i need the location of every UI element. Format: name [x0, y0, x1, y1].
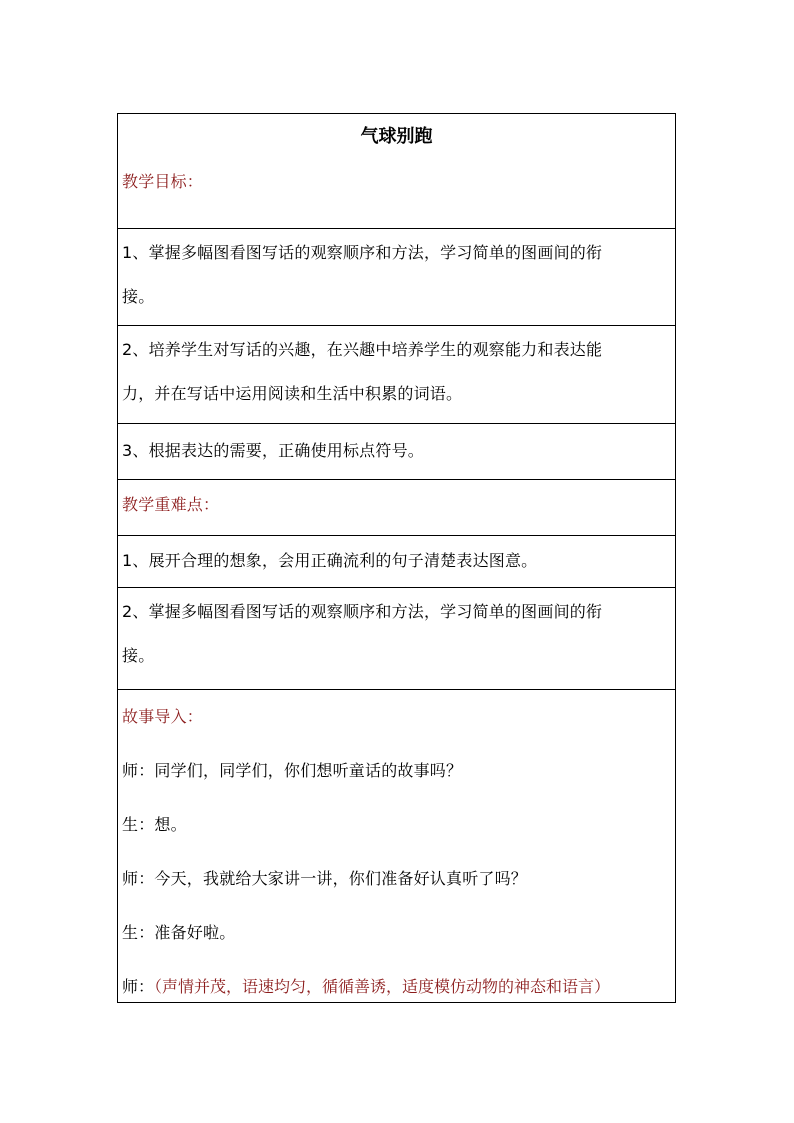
title-cell: [118, 114, 675, 229]
keypoints-heading-cell: [118, 480, 675, 536]
goal-2-line-1: 2、培养学生对写话的兴趣，在兴趣中培养学生的观察能力和表达能: [122, 340, 603, 359]
dialogue-line: [122, 744, 675, 798]
dialogue-text: 准备好啦。: [154, 923, 236, 942]
story-cell: [118, 690, 675, 1004]
goal-2-line-2: 力，并在写话中运用阅读和生活中积累的词语。: [122, 384, 463, 403]
dialogue-speaker: 师：: [122, 869, 155, 888]
dialogue-speaker: 生：: [122, 923, 155, 942]
dialogue-text: 今天，我就给大家讲一讲，你们准备好认真听了吗？: [154, 869, 528, 888]
dialogue-text: 想。: [154, 815, 187, 834]
keypoint-item-1: [118, 536, 675, 588]
dialogue-speaker: 师：: [122, 977, 155, 996]
goals-heading: 教学目标：: [122, 172, 204, 191]
dialogue-line: [122, 906, 675, 960]
keypoint-2-line-1: 2、掌握多幅图看图写话的观察顺序和方法，学习简单的图画间的衔: [122, 602, 603, 621]
keypoint-item-2: [118, 588, 675, 690]
goal-item-2: [118, 326, 675, 424]
stage-direction: （声情并茂，语速均匀，循循善诱，适度模仿动物的神态和语言）: [154, 977, 611, 996]
dialogue-line: [122, 798, 675, 852]
goal-1-line-2: 接。: [122, 287, 155, 306]
dialogue-text: 同学们，同学们，你们想听童话的故事吗？: [154, 761, 463, 780]
dialogue-speaker: 师：: [122, 761, 155, 780]
dialogue-line: [122, 852, 675, 906]
goal-1-line-1: 1、掌握多幅图看图写话的观察顺序和方法，学习简单的图画间的衔: [122, 243, 603, 262]
goal-3-line-1: 3、根据表达的需要，正确使用标点符号。: [122, 441, 424, 460]
keypoint-2-line-2: 接。: [122, 646, 155, 665]
story-heading: 故事导入：: [122, 707, 204, 726]
dialogue-line: [122, 960, 675, 1014]
dialogue-speaker: 生：: [122, 815, 155, 834]
goal-item-1: [118, 229, 675, 326]
document-title: 气球别跑: [360, 126, 433, 147]
lesson-plan-table: [117, 113, 676, 1003]
keypoints-heading: 教学重难点：: [122, 495, 220, 514]
keypoint-1-line-1: 1、展开合理的想象，会用正确流利的句子清楚表达图意。: [122, 551, 538, 570]
goal-item-3: [118, 424, 675, 480]
